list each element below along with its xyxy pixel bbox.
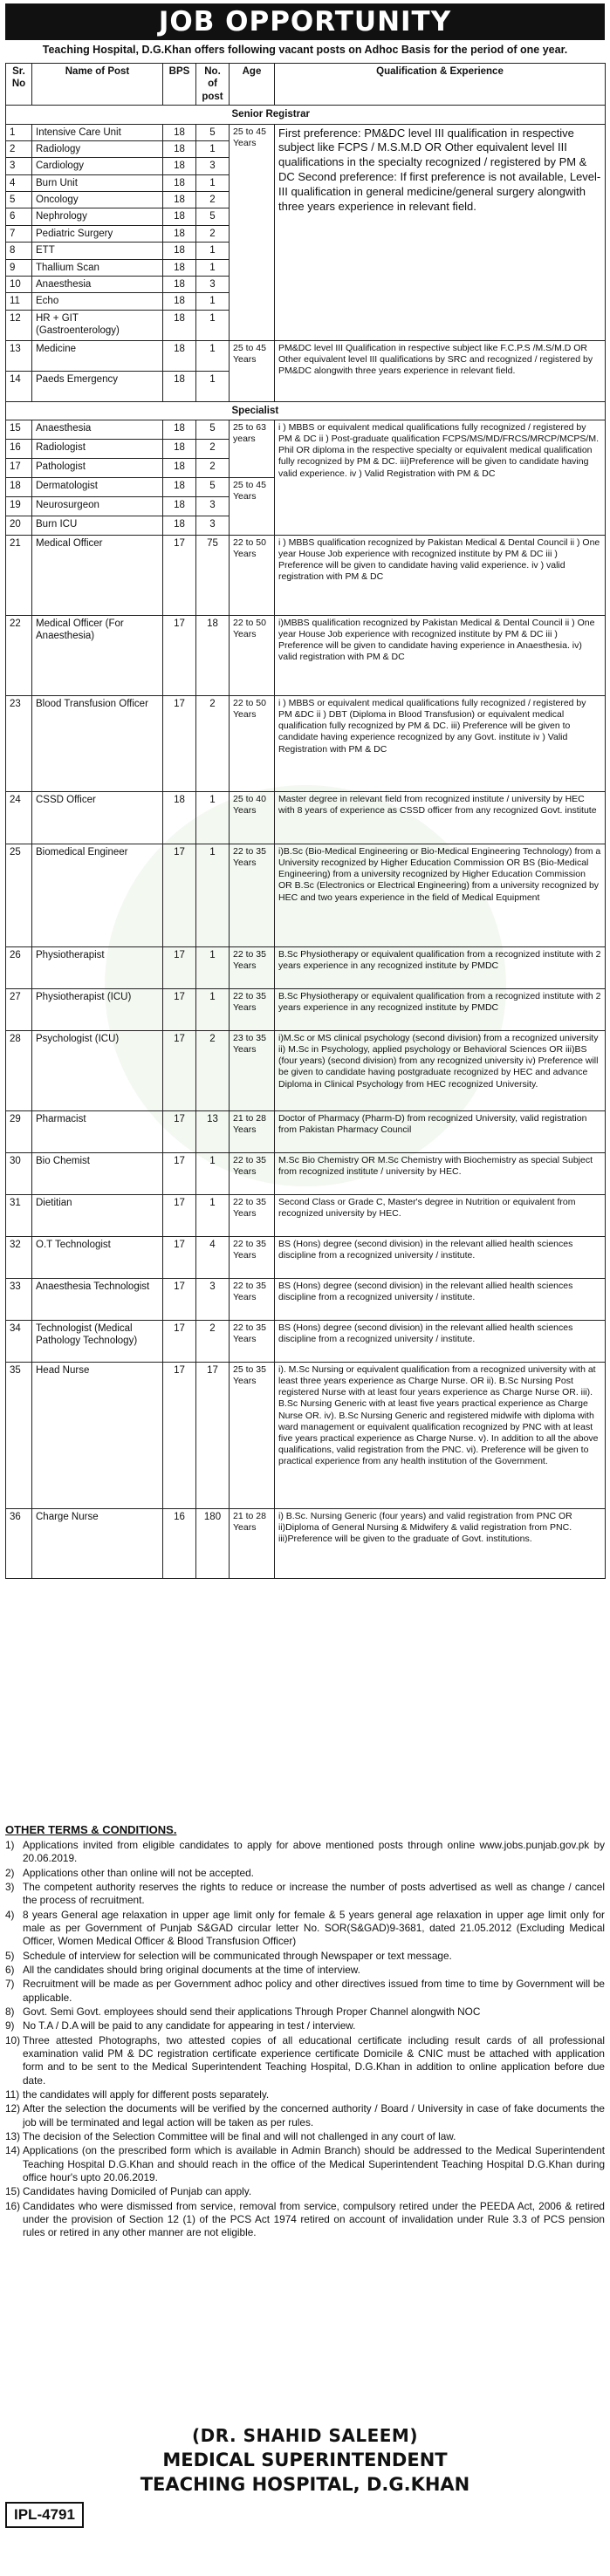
sr-no: 25 [6,844,32,947]
bps: 18 [163,174,196,191]
bps: 17 [163,1153,196,1195]
term-item [5,2019,605,2033]
sr-no: 23 [6,696,32,792]
ipl-code: IPL-4791 [5,2502,84,2528]
sr-no: 33 [6,1279,32,1321]
post-name: Medicine [32,340,163,371]
post-count: 1 [196,293,230,310]
qualification: i)B.Sc (Bio-Medical Engineering or Bio-Medical Engineering Technology) from a University recognized by Higher Education Commission OR BS (Bio-Medical Engineering) from a university recognized by Higher Education Commission OR B.Sc (Electronics or Electrical Engineering) from a university recognized by HEC and two years experience in the field of Medical Equipment [275,844,606,947]
age-range: 25 to 40 Years [230,792,275,844]
table-row [6,1509,606,1579]
post-name: Technologist (Medical Pathology Technology) [32,1321,163,1363]
bps: 18 [163,225,196,242]
post-count: 3 [196,276,230,292]
age-range: 22 to 50 Years [230,536,275,616]
post-name: Medical Officer (For Anaesthesia) [32,616,163,696]
bps: 18 [163,192,196,208]
section-label: Specialist [230,401,606,420]
age-range: 25 to 45 Years [230,478,275,536]
age-range: 25 to 45 Years [230,340,275,401]
post-count: 5 [196,124,230,140]
sr-no: 17 [6,459,32,478]
term-number: 7) [5,1978,15,1991]
page-title: JOB OPPORTUNITY [5,3,605,40]
term-item [5,2102,605,2129]
post-count: 1 [196,792,230,844]
sr-no: 2 [6,140,32,157]
age-range: 21 to 28 Years [230,1111,275,1153]
sr-no: 5 [6,192,32,208]
bps: 18 [163,420,196,440]
post-count: 2 [196,1321,230,1363]
bps: 17 [163,1237,196,1279]
post-count: 3 [196,497,230,516]
term-text: After the selection the documents will be verified by the concerned authority / Board / University in case of fake documents the job will be terminated and legal action will be taken as per rules. [23,2102,605,2128]
post-name: Pathologist [32,459,163,478]
post-name: Physiotherapist (ICU) [32,989,163,1031]
sr-no: 4 [6,174,32,191]
term-number: 16) [5,2199,21,2212]
sr-no: 12 [6,310,32,340]
post-name: Nephrology [32,208,163,225]
bps: 18 [163,208,196,225]
qualification: First preference: PM&DC level III qualification in respective subject like FCPS / M.S.M.D OR Other equivalent level III qualifications in the specialty recognized / registered by PM & DC Second preference: If first preference is not available, Level-III qualification in general medicine/general surgery alongwith three years experience in relevant field. [275,124,606,340]
sr-no: 16 [6,440,32,459]
bps: 17 [163,989,196,1031]
bps: 17 [163,947,196,989]
post-count: 3 [196,1279,230,1321]
term-number: 4) [5,1908,15,1921]
term-number: 11) [5,2087,20,2101]
post-name: Radiologist [32,440,163,459]
table-row [6,1237,606,1279]
post-name: Burn ICU [32,516,163,536]
bps: 17 [163,1321,196,1363]
term-text: Applications other than online will not be accepted. [23,1866,254,1879]
post-count: 5 [196,208,230,225]
post-name: O.T Technologist [32,1237,163,1279]
table-row [6,1031,606,1111]
bps: 18 [163,459,196,478]
table-row [6,420,606,440]
section-spacer [6,401,230,420]
sr-no: 18 [6,478,32,497]
term-number: 1) [5,1839,15,1851]
bps: 18 [163,497,196,516]
age-range: 25 to 35 Years [230,1363,275,1509]
term-text: Candidates having Domiciled of Punjab can apply. [23,2185,252,2198]
post-count: 180 [196,1509,230,1579]
bps: 18 [163,293,196,310]
post-name: CSSD Officer [32,792,163,844]
terms-title: OTHER TERMS & CONDITIONS. [5,1823,177,1836]
term-item [5,2185,605,2198]
table-row [6,947,606,989]
sr-no: 26 [6,947,32,989]
age-range: 23 to 35 Years [230,1031,275,1111]
age-range: 22 to 50 Years [230,616,275,696]
sr-no: 1 [6,124,32,140]
col-qual: Qualification & Experience [275,64,606,106]
bps: 17 [163,616,196,696]
post-name: Charge Nurse [32,1509,163,1579]
term-text: Applications (on the prescribed form which is available in Admin Branch) should be addressed to the Medical Superintendent Teaching Hospital D.G.Khan and should reach in the office of the Medical Superintendent Teaching Hospital D.G.Khan during office hour's upto 20.06.2019. [23,2144,605,2183]
post-name: Pediatric Surgery [32,225,163,242]
post-count: 3 [196,516,230,536]
section-specialist [6,401,606,420]
term-item [5,2130,605,2143]
term-text: No T.A / D.A will be paid to any candidate for appearing in test / interview. [23,2019,356,2033]
bps: 17 [163,1363,196,1509]
post-count: 5 [196,420,230,440]
table-row [6,1279,606,1321]
post-count: 2 [196,459,230,478]
table-row [6,1321,606,1363]
term-number: 2) [5,1866,15,1879]
age-range: 22 to 35 Years [230,1321,275,1363]
term-number: 12) [5,2102,21,2115]
term-item [5,1964,605,1977]
qualification: i ) MBBS or equivalent medical qualifications fully recognized / registered by PM &DC ii ) DBT (Diploma in Blood Transfusion) or equivalent medical qualification fully recognized by PM & DC. iii) Preference will be given to candidate having experience recognized by any Govt. institute iv ) Valid Registration with PM & DC [275,696,606,792]
bps: 18 [163,440,196,459]
table-row [6,989,606,1031]
age-range: 22 to 50 Years [230,696,275,792]
post-name: Dietitian [32,1195,163,1237]
table-row [6,696,606,792]
post-count: 75 [196,536,230,616]
qualification: Master degree in relevant field from recognized institute / university by HEC with 8 years of experience as CSSD officer from any recognized Govt. institute [275,792,606,844]
post-name: Oncology [32,192,163,208]
term-text: All the candidates should bring original documents at the time of interview. [23,1963,360,1976]
post-count: 1 [196,947,230,989]
age-range: 22 to 35 Years [230,1195,275,1237]
sr-no: 13 [6,340,32,371]
term-item [5,1867,605,1880]
table-row [6,124,606,140]
term-item [5,1839,605,1866]
sr-no: 15 [6,420,32,440]
sr-no: 34 [6,1321,32,1363]
term-text: Recruitment will be made as per Government adhoc policy and other directives issued from time to time by Government will be applicable. [23,1978,605,2004]
post-name: Echo [32,293,163,310]
sr-no: 28 [6,1031,32,1111]
sr-no: 21 [6,536,32,616]
col-post: Name of Post [32,64,163,106]
post-name: Cardiology [32,158,163,174]
post-count: 2 [196,696,230,792]
post-count: 17 [196,1363,230,1509]
qualification: i)MBBS qualification recognized by Pakistan Medical & Dental Council ii ) One year House Job experience with recognized institute by PM & DC iii ) Preference will be given to candidate having experience in Anaesthesia. iv) valid registration with PM & DC [275,616,606,696]
term-number: 6) [5,1963,15,1976]
post-count: 2 [196,440,230,459]
post-count: 4 [196,1237,230,1279]
term-number: 14) [5,2144,21,2157]
bps: 17 [163,1279,196,1321]
age-range: 22 to 35 Years [230,844,275,947]
table-row [6,616,606,696]
sr-no: 32 [6,1237,32,1279]
term-text: The decision of the Selection Committee will be final and will not challenged in any court of law. [23,2129,456,2142]
post-count: 1 [196,243,230,259]
term-text: 8 years General age relaxation in upper age limit only for female & 5 years general age relaxation in upper age limit only for male as per Government of Punjab S&GAD circular letter No. SOR(S&GAD)9-3681, dated 21.05.2012 (Excluding Medical Officer, Women Medical Officer & Blood Transfusion Officer) [23,1908,605,1948]
post-name: ETT [32,243,163,259]
bps: 18 [163,140,196,157]
bps: 18 [163,124,196,140]
signatory-designation: MEDICAL SUPERINTENDENT [162,2450,448,2470]
bps: 17 [163,536,196,616]
post-count: 3 [196,158,230,174]
term-number: 13) [5,2129,21,2142]
vacancies-table [5,63,606,1579]
term-item [5,2088,605,2101]
col-age: Age [230,64,275,106]
bps: 18 [163,310,196,340]
bps: 18 [163,158,196,174]
post-name: Head Nurse [32,1363,163,1509]
page-subtitle: Teaching Hospital, D.G.Khan offers following vacant posts on Adhoc Basis for the period of one year. [42,44,568,56]
section-senior-registrar [6,106,606,124]
bps: 18 [163,276,196,292]
post-count: 1 [196,340,230,371]
col-sr: Sr. No [6,64,32,106]
post-count: 1 [196,1195,230,1237]
bps: 18 [163,516,196,536]
post-count: 1 [196,174,230,191]
term-text: Schedule of interview for selection will be communicated through Newspaper or text message. [23,1949,452,1962]
qualification: PM&DC level III Qualification in respective subject like F.C.P.S /M.S/M.D OR Other equivalent level III qualifications by SRC and recognized / registered by PM&DC alongwith three years experience in relevant field. [275,340,606,401]
post-count: 13 [196,1111,230,1153]
sr-no: 14 [6,371,32,401]
sr-no: 7 [6,225,32,242]
term-text: the candidates will apply for different posts separately. [23,2087,270,2101]
bps: 16 [163,1509,196,1579]
post-name: Radiology [32,140,163,157]
term-number: 9) [5,2019,15,2033]
signatory-name: (DR. SHAHID SALEEM) [192,2425,418,2446]
age-range: 22 to 35 Years [230,1237,275,1279]
term-number: 5) [5,1949,15,1962]
post-count: 1 [196,140,230,157]
term-item [5,2005,605,2019]
bps: 18 [163,259,196,276]
post-name: Intensive Care Unit [32,124,163,140]
section-label: Senior Registrar [230,106,606,124]
age-range: 22 to 35 Years [230,947,275,989]
bps: 17 [163,1111,196,1153]
term-number: 15) [5,2185,21,2198]
table-row [6,1363,606,1509]
qualification: i ) MBBS or equivalent medical qualifications fully recognized / registered by PM & DC ii ) Post-graduate qualification FCPS/MS/MD/FRCS/MRCP/MCPS/M. Phil OR diploma in the respective specialty or equivalent medical qualification fully recognized by PM & DC. iii)Preference will be given to candidate having valid experience. iv ) Valid Registration with PM & DC [275,420,606,536]
term-text: Govt. Semi Govt. employees should send their applications Through Proper Channel alongwith NOC [23,2005,481,2018]
table-row [6,792,606,844]
table-row [6,536,606,616]
post-name: Thallium Scan [32,259,163,276]
qualification: i ) MBBS qualification recognized by Pakistan Medical & Dental Council ii ) One year House Job experience with recognized institute by PM & DC iii ) Preference will be given to candidate having valid experience. iv ) valid registration with PM & DC [275,536,606,616]
post-count: 1 [196,371,230,401]
post-count: 1 [196,989,230,1031]
term-item [5,1950,605,1963]
post-name: Paeds Emergency [32,371,163,401]
bps: 17 [163,844,196,947]
post-name: Dermatologist [32,478,163,497]
bps: 18 [163,243,196,259]
table-row [6,1111,606,1153]
age-range: 22 to 35 Years [230,1153,275,1195]
col-bps: BPS [163,64,196,106]
age-range: 25 to 63 years [230,420,275,478]
sr-no: 20 [6,516,32,536]
qualification: Doctor of Pharmacy (Pharm-D) from recognized University, valid registration from Pakistan Pharmacy Council [275,1111,606,1153]
term-text: Applications invited from eligible candidates to apply for above mentioned posts through online www.jobs.punjab.gov.pk by 20.06.2019. [23,1839,605,1865]
bps: 17 [163,1195,196,1237]
post-count: 1 [196,1153,230,1195]
sr-no: 11 [6,293,32,310]
post-name: Anaesthesia Technologist [32,1279,163,1321]
age-range: 22 to 35 Years [230,989,275,1031]
post-name: Blood Transfusion Officer [32,696,163,792]
qualification: i) B.Sc. Nursing Generic (four years) and valid registration from PNC OR ii)Diploma of General Nursing & Midwifery & valid registration from PNC. iii)Preference will be given to the graduate of Govt. institutions. [275,1509,606,1579]
term-number: 8) [5,2005,15,2018]
post-count: 2 [196,1031,230,1111]
sr-no: 3 [6,158,32,174]
post-name: Psychologist (ICU) [32,1031,163,1111]
signature-block [5,2425,605,2495]
bps: 18 [163,478,196,497]
sr-no: 36 [6,1509,32,1579]
bps: 17 [163,1031,196,1111]
sr-no: 27 [6,989,32,1031]
qualification: i)M.Sc or MS clinical psychology (second division) from a recognized university ii) M.Sc in Psychology, applied psychology or Behavioral Sciences OR iii)BS (four years) (second division) from any recognized university iv) Preference will be given to candidate having postgraduate recognized by HEC and advance Diploma in Clinical Psychology from HEC recognized University. [275,1031,606,1111]
sr-no: 19 [6,497,32,516]
col-posts: No. of post [196,64,230,106]
sr-no: 10 [6,276,32,292]
sr-no: 9 [6,259,32,276]
term-item [5,2200,605,2240]
table-row [6,1153,606,1195]
table-header-row [6,64,606,106]
post-count: 2 [196,225,230,242]
sr-no: 30 [6,1153,32,1195]
table-row [6,340,606,371]
term-number: 10) [5,2033,21,2046]
sr-no: 22 [6,616,32,696]
term-text: The competent authority reserves the rights to reduce or increase the number of posts advertised as well as change / cancel the process of recruitment. [23,1880,605,1907]
term-text: Candidates who were dismissed from service, removal from service, compulsory retired under the PEEDA Act, 2006 & retired under the provision of Section 12 (1) of the PCS Act 1974 retired on account of invalidation under Rule 3.3 of PCS pension rules or retired in any other manner are not eligible. [23,2199,605,2239]
post-name: Biomedical Engineer [32,844,163,947]
post-name: Pharmacist [32,1111,163,1153]
post-name: Anaesthesia [32,420,163,440]
table-row [6,1195,606,1237]
post-count: 1 [196,844,230,947]
term-item [5,1978,605,2005]
qualification: M.Sc Bio Chemistry OR M.Sc Chemistry with Biochemistry as special Subject from recognized institute / university by HEC. [275,1153,606,1195]
age-range: 21 to 28 Years [230,1509,275,1579]
post-count: 5 [196,478,230,497]
post-count: 2 [196,192,230,208]
sr-no: 6 [6,208,32,225]
bps: 17 [163,696,196,792]
post-count: 18 [196,616,230,696]
qualification: B.Sc Physiotherapy or equivalent qualification from a recognized institute with 2 years experience in any recognized institute by PMDC [275,947,606,989]
sr-no: 8 [6,243,32,259]
qualification: BS (Hons) degree (second division) in the relevant allied health sciences discipline from a recognized university / institute. [275,1321,606,1363]
post-name: Neurosurgeon [32,497,163,516]
bps: 18 [163,792,196,844]
bps: 18 [163,340,196,371]
age-range: 22 to 35 Years [230,1279,275,1321]
qualification: Second Class or Grade C, Master's degree in Nutrition or equivalent from recognized university by HEC. [275,1195,606,1237]
sr-no: 29 [6,1111,32,1153]
bps: 18 [163,371,196,401]
term-number: 3) [5,1880,15,1893]
age-range: 25 to 45 Years [230,124,275,340]
qualification: BS (Hons) degree (second division) in the relevant allied health sciences discipline from a recognized university / institute. [275,1279,606,1321]
post-name: Bio Chemist [32,1153,163,1195]
post-name: HR + GIT (Gastroenterology) [32,310,163,340]
post-count: 1 [196,259,230,276]
post-count: 1 [196,310,230,340]
sr-no: 31 [6,1195,32,1237]
sr-no: 35 [6,1363,32,1509]
post-name: Burn Unit [32,174,163,191]
term-item [5,2144,605,2184]
sr-no: 24 [6,792,32,844]
post-name: Physiotherapist [32,947,163,989]
term-item [5,2034,605,2087]
qualification: BS (Hons) degree (second division) in the relevant allied health sciences discipline from a recognized university / institute. [275,1237,606,1279]
qualification: i). M.Sc Nursing or equivalent qualification from a recognized university with at least three years experience as Charge Nurse. OR ii). B.Sc Nursing Post registered Nurse with at least four years experience as Charge Nurse OR. iii). B.Sc Nursing Generic with at least five years practical experience as Charge Nurse OR. iv). B.Sc Nursing Generic and registered midwife with diploma with ward management or equivalent qualification recognized by PNC with at least five years practical experience as Charge Nurse. v). In addition to all the above qualifications, valid registration from the PNC. vi). Preference will be given to practical experience from any health institution of the Government. [275,1363,606,1509]
terms-list [5,1839,605,2241]
qualification: B.Sc Physiotherapy or equivalent qualification from a recognized institute with 2 years experience in any recognized institute by PMDC [275,989,606,1031]
post-name: Medical Officer [32,536,163,616]
term-item [5,1909,605,1949]
table-row [6,844,606,947]
post-name: Anaesthesia [32,276,163,292]
term-text: Three attested Photographs, two attested copies of all educational certificate including result cards of all professional examination valid PM & DC registration certificate experience certificate Domicile & CNIC must be attached with application form and to be sent to the Medical Superintendent Teaching Hospital, D.G.Khan in addition to online application before due date. [23,2033,605,2087]
term-item [5,1881,605,1908]
signatory-hospital: TEACHING HOSPITAL, D.G.KHAN [140,2474,470,2495]
